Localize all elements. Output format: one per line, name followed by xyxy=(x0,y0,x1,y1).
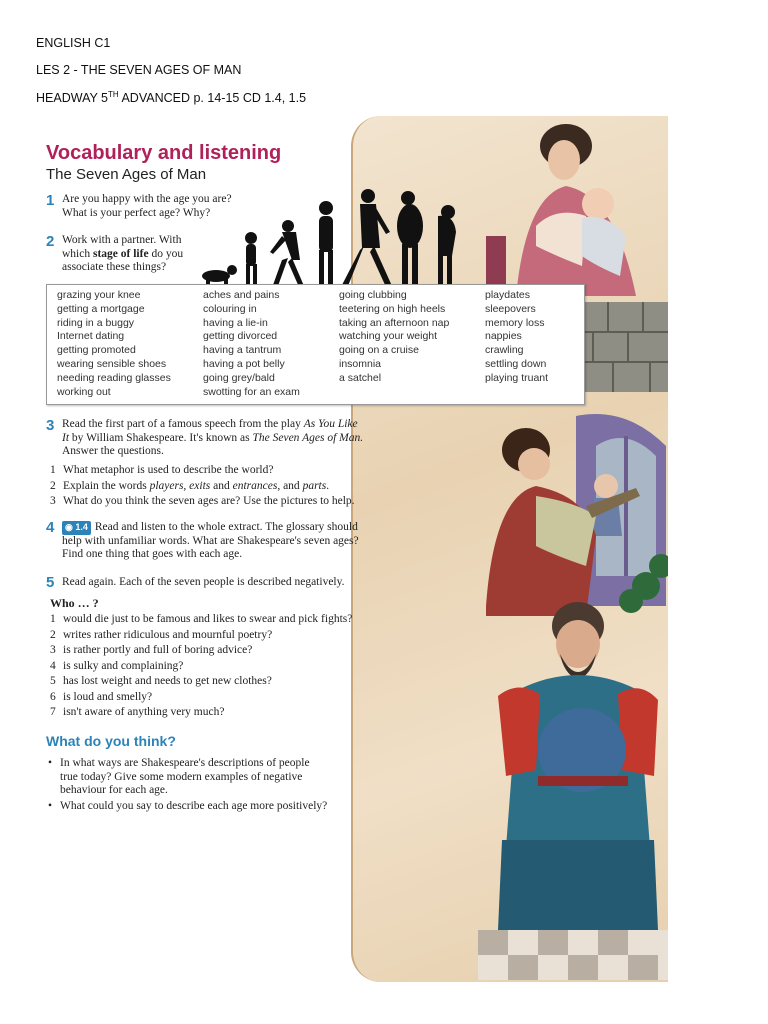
vocab-item: playdates xyxy=(485,289,530,301)
question-1-line2: What is your perfect age? Why? xyxy=(62,206,211,219)
question-3-line2 xyxy=(62,432,402,446)
question-2 xyxy=(62,234,183,275)
item-text: is sulky and complaining? xyxy=(63,659,184,672)
discussion-bullet-1 xyxy=(48,757,310,798)
stone-wall-illustration xyxy=(578,302,668,392)
question-3-number: 3 xyxy=(46,417,55,434)
question-5-item xyxy=(50,643,352,659)
question-2-line1: Work with a partner. With xyxy=(62,234,182,246)
question-3-item xyxy=(50,494,355,510)
question-5-items xyxy=(50,612,352,721)
item-text: writes rather ridiculous and mournful poetry? xyxy=(63,628,273,641)
question-1-line1: Are you happy with the age you are? xyxy=(62,193,232,205)
speech-title: The Seven Ages of Man. xyxy=(252,431,364,444)
item-text: is loud and smelly? xyxy=(63,690,153,703)
vocab-column-1 xyxy=(57,289,171,399)
question-3-items xyxy=(50,463,355,510)
cd-track-number: 1.4 xyxy=(75,522,88,532)
question-3-l2-mid: by William Shakespeare. It's known as xyxy=(69,431,253,444)
vocab-column-4 xyxy=(485,289,548,386)
vocab-item: going grey/bald xyxy=(203,371,275,384)
vocab-item: needing reading glasses xyxy=(57,371,171,384)
vocab-item: playing truant xyxy=(485,371,549,384)
vocab-item: settling down xyxy=(485,357,547,370)
vocab-item: wearing sensible shoes xyxy=(57,357,167,370)
question-2-number: 2 xyxy=(46,233,55,250)
question-4-line1 xyxy=(62,521,402,535)
item-mid: and xyxy=(210,479,233,492)
item-text xyxy=(63,479,329,495)
play-title-part2: It xyxy=(62,431,70,444)
discussion-heading: What do you think? xyxy=(46,733,176,749)
discussion-bullet-2 xyxy=(48,800,327,814)
question-2-line3: associate these things? xyxy=(62,261,167,273)
question-3-line1 xyxy=(62,418,402,432)
question-4-line3: Find one thing that goes with each age. xyxy=(62,548,243,560)
section-subtitle: The Seven Ages of Man xyxy=(46,166,207,183)
question-3 xyxy=(62,418,402,459)
question-4-line2: help with unfamiliar words. What are Shakespeare's seven ages? xyxy=(62,534,359,547)
vocab-item: a satchel xyxy=(339,371,382,384)
item-number: 7 xyxy=(50,706,56,718)
item-word: parts xyxy=(302,479,327,492)
vocab-item: grazing your knee xyxy=(57,289,141,301)
vocab-item: memory loss xyxy=(485,316,545,329)
vocab-item: nappies xyxy=(485,330,522,343)
item-text: isn't aware of anything very much? xyxy=(63,706,225,718)
header-superscript: TH xyxy=(108,89,119,99)
vocab-item: getting promoted xyxy=(57,344,136,357)
vocab-item: working out xyxy=(57,385,111,398)
bullet-line: behaviour for each age. xyxy=(60,784,168,796)
doc-header-line1: ENGLISH C1 xyxy=(36,36,111,50)
section-title: Vocabulary and listening xyxy=(46,142,282,164)
doc-header-line3 xyxy=(36,91,306,105)
item-post: . xyxy=(326,479,330,492)
question-4-text: Read and listen to the whole extract. The glossary should xyxy=(94,521,358,533)
vocab-item: getting divorced xyxy=(203,330,278,343)
question-4-number: 4 xyxy=(46,519,55,536)
cd-track-badge: ◉ 1.4 xyxy=(62,521,91,535)
doc-header-line2: LES 2 - THE SEVEN AGES OF MAN xyxy=(36,63,242,77)
question-5-item xyxy=(50,690,352,706)
vocab-item: watching your weight xyxy=(339,330,438,343)
seven-ages-silhouettes xyxy=(196,168,466,288)
question-5-item xyxy=(50,612,352,628)
bullet-line: In what ways are Shakespeare's descriptions of people xyxy=(60,757,310,769)
question-2-line2-post: do you xyxy=(148,247,184,260)
lover-illustration xyxy=(476,406,668,626)
question-3-line3: Answer the questions. xyxy=(62,445,164,457)
vocab-item: teetering on high heels xyxy=(339,302,446,315)
item-number: 6 xyxy=(50,690,56,703)
question-5-item xyxy=(50,628,352,644)
question-4 xyxy=(62,521,402,562)
vocab-item: aches and pains xyxy=(203,289,280,301)
question-3-item xyxy=(50,463,355,479)
bullet-dot: • xyxy=(48,800,53,812)
item-word: entrances xyxy=(232,479,278,492)
bullet-line: true today? Give some modern examples of negative xyxy=(60,770,303,783)
question-5-line1: Read again. Each of the seven people is described negatively. xyxy=(62,576,345,588)
item-text: is rather portly and full of boring advice? xyxy=(63,644,253,656)
vocab-column-3 xyxy=(339,289,449,386)
item-pre: Explain the words xyxy=(63,479,150,492)
item-text: What metaphor is used to describe the world? xyxy=(63,464,274,476)
item-number: 1 xyxy=(50,613,56,625)
vocab-item: sleepovers xyxy=(485,302,536,315)
item-number: 2 xyxy=(50,628,56,641)
mother-and-baby-illustration xyxy=(486,116,666,296)
vocab-item: insomnia xyxy=(339,357,382,370)
item-number: 4 xyxy=(50,659,56,672)
play-title-part1: As You Like xyxy=(303,418,358,430)
question-2-keyword: stage of life xyxy=(92,247,149,260)
question-5-item xyxy=(50,674,352,690)
who-prompt: Who … ? xyxy=(50,596,99,610)
question-3-item xyxy=(50,479,355,495)
question-3-l1-pre: Read the first part of a famous speech from the play xyxy=(62,418,304,430)
vocab-item: having a tantrum xyxy=(203,344,282,357)
vocab-item: having a pot belly xyxy=(203,357,285,370)
item-mid: , and xyxy=(277,479,303,492)
vocab-item: having a lie-in xyxy=(203,316,268,329)
header-page-ref: ADVANCED p. 14-15 CD 1.4, 1.5 xyxy=(118,91,307,105)
vocab-item: swotting for an exam xyxy=(203,385,300,398)
question-2-line2 xyxy=(62,248,183,262)
vocab-item: taking an afternoon nap xyxy=(339,316,450,329)
item-number: 3 xyxy=(50,644,56,656)
item-text: What do you think the seven ages are? Use the pictures to help. xyxy=(63,495,355,507)
header-book-name: HEADWAY 5 xyxy=(36,91,109,105)
question-5-number: 5 xyxy=(46,574,55,591)
question-5-item xyxy=(50,705,352,721)
question-1-number: 1 xyxy=(46,192,55,209)
item-word: players, exits xyxy=(149,479,211,492)
question-1 xyxy=(62,193,232,220)
vocabulary-box xyxy=(46,284,585,405)
vocab-column-2 xyxy=(203,289,300,399)
justice-illustration xyxy=(478,600,668,980)
vocab-item: going on a cruise xyxy=(339,344,419,357)
vocab-item: riding in a buggy xyxy=(57,316,135,329)
item-number: 3 xyxy=(50,495,56,507)
question-5-item xyxy=(50,659,352,675)
item-number: 2 xyxy=(50,479,56,492)
vocab-item: colouring in xyxy=(203,302,257,315)
item-number: 5 xyxy=(50,675,56,687)
vocab-item: crawling xyxy=(485,344,524,357)
bullet-dot: • xyxy=(48,757,53,769)
bullet-text: What could you say to describe each age more positively? xyxy=(60,800,328,812)
question-2-line2-pre: which xyxy=(62,247,93,260)
vocab-item: Internet dating xyxy=(57,330,125,343)
item-text: would die just to be famous and likes to swear and pick fights? xyxy=(63,613,353,625)
bullet-text xyxy=(60,757,310,798)
vocab-item: getting a mortgage xyxy=(57,302,145,315)
textbook-page xyxy=(36,116,668,982)
item-number: 1 xyxy=(50,464,56,476)
item-text: has lost weight and needs to get new clothes? xyxy=(63,675,272,687)
vocab-item: going clubbing xyxy=(339,289,407,301)
